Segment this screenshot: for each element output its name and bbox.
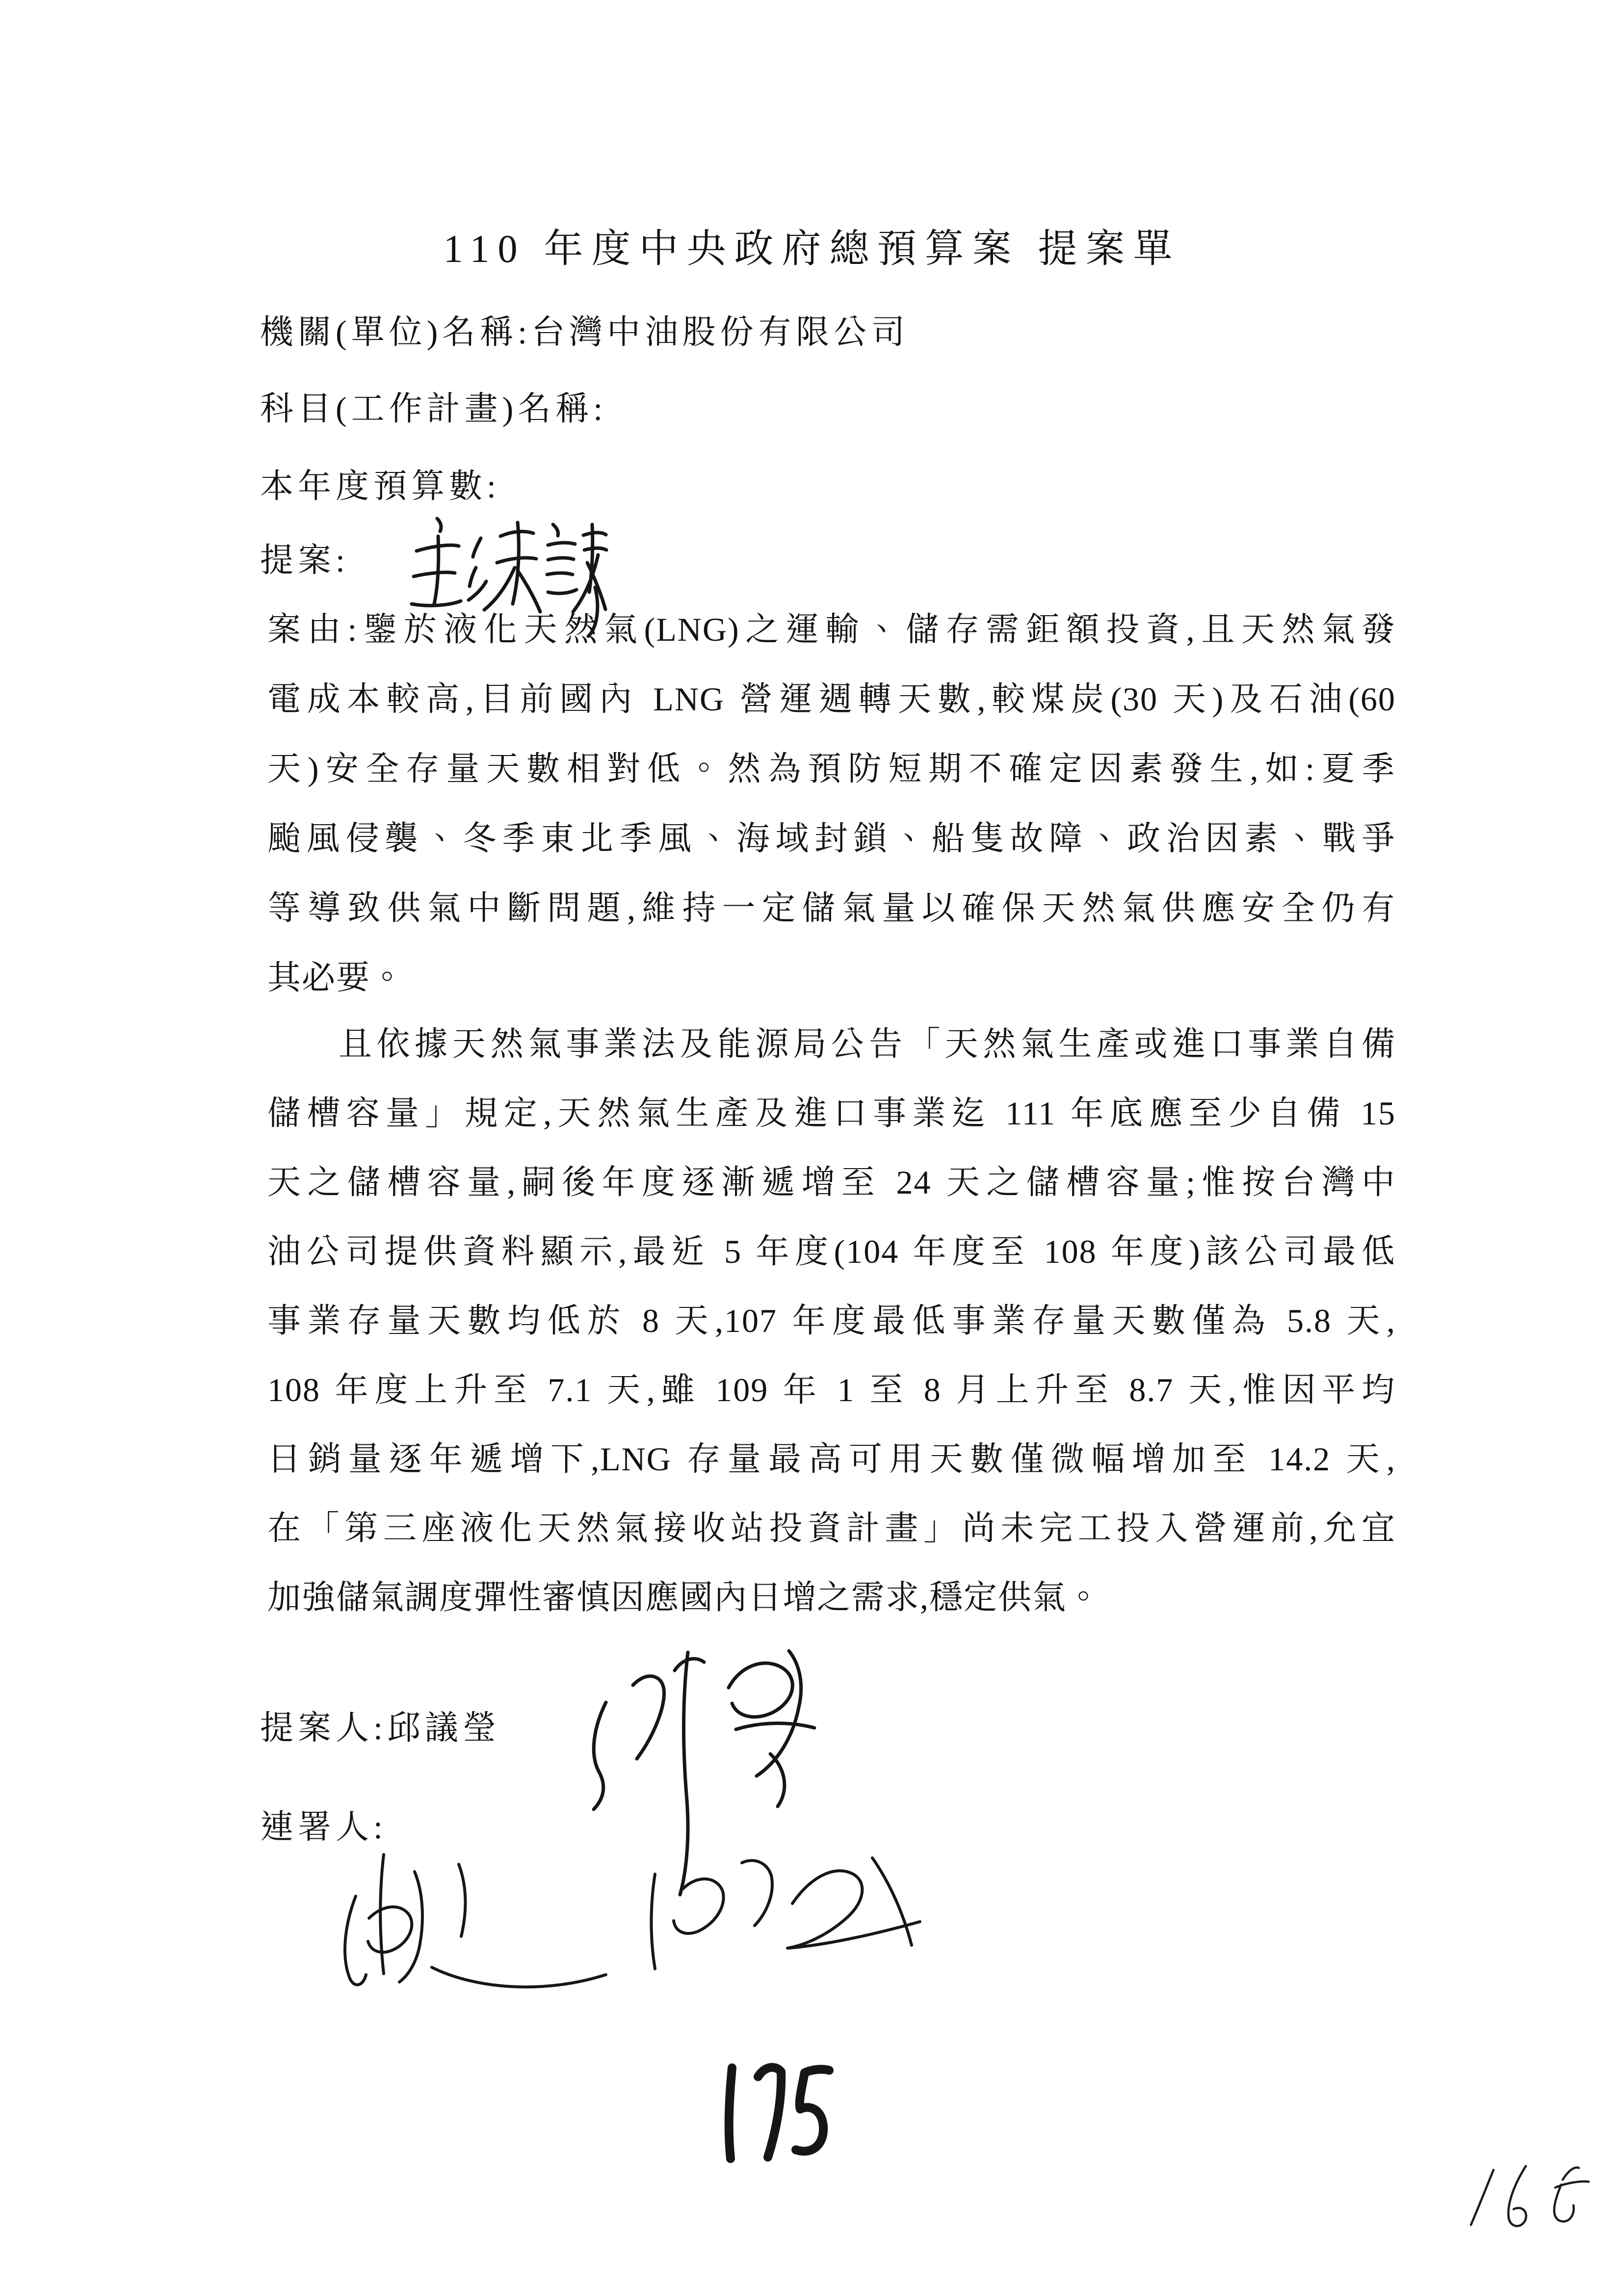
case-reason-line: 油公司提供資料顯示,最近 5 年度(104 年度至 108 年度)該公司最低 (267, 1233, 1396, 1270)
case-reason-line: 天)安全存量天數相對低。然為預防短期不確定因素發生,如:夏季 (267, 750, 1396, 787)
document-title: 110 年度中央政府總預算案 提案單 (443, 228, 1181, 271)
case-reason-line: 日銷量逐年遞增下,LNG 存量最高可用天數僅微幅增加至 14.2 天, (267, 1440, 1396, 1478)
field-budget-amount: 本年度預算數: (260, 468, 500, 505)
page-number-handwritten (711, 2053, 839, 2178)
case-reason-line: 108 年度上升至 7.1 天,雖 109 年 1 至 8 月上升至 8.7 天,惟因平均 (267, 1371, 1396, 1409)
cosigner-label: 連署人: (260, 1808, 387, 1846)
case-reason-line: 案由:鑒於液化天然氣(LNG)之運輸、儲存需鉅額投資,且天然氣發 (267, 611, 1396, 648)
case-reason-line: 儲槽容量」規定,天然氣生產及進口事業迄 111 年底應至少自備 15 (267, 1095, 1396, 1132)
case-reason-line: 在「第三座液化天然氣接收站投資計畫」尚未完工投入營運前,允宜 (267, 1510, 1396, 1547)
case-reason-line: 天之儲槽容量,嗣後年度逐漸遞增至 24 天之儲槽容量;惟按台灣中 (267, 1164, 1396, 1201)
case-reason-line: 等導致供氣中斷問題,維持一定儲氣量以確保天然氣供應安全仍有 (267, 889, 1396, 927)
case-reason-line: 颱風侵襲、冬季東北季風、海域封鎖、船隻故障、政治因素、戰爭 (267, 820, 1396, 857)
field-proposal-label: 提案: (260, 542, 349, 579)
signature-cosigners (309, 1827, 962, 2034)
case-reason-line: 其必要。 (267, 959, 405, 996)
page-number-corner (1457, 2156, 1595, 2242)
case-reason-line: 且依據天然氣事業法及能源局公告「天然氣生產或進口事業自備 (339, 1025, 1396, 1063)
field-agency-name: 機關(單位)名稱:台灣中油股份有限公司 (260, 313, 910, 351)
proposer-line: 提案人:邱議瑩 (260, 1709, 500, 1747)
case-reason-line: 加強儲氣調度彈性審慎因應國內日增之需求,穩定供氣。 (267, 1579, 1101, 1616)
case-reason-line: 事業存量天數均低於 8 天,107 年度最低事業存量天數僅為 5.8 天, (267, 1302, 1396, 1339)
case-reason-line: 電成本較高,目前國內 LNG 營運週轉天數,較煤炭(30 天)及石油(60 (267, 680, 1396, 718)
field-subject-name: 科目(工作計畫)名稱: (260, 390, 607, 427)
